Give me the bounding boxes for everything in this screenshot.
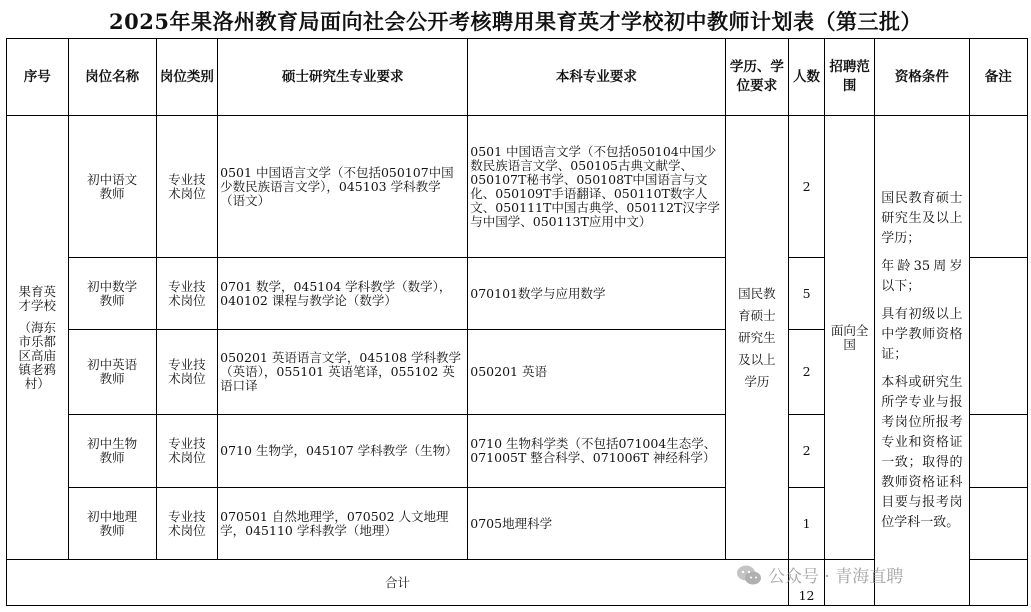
master-major: 0710 生物学，045107 学科教学（生物） xyxy=(218,415,468,488)
position-category: 专业技术岗位 xyxy=(156,330,218,415)
master-major: 050201 英语语言文学，045108 学科教学（英语），055101 英语笔译，055102 英语口译 xyxy=(218,330,468,415)
position-count: 2 xyxy=(789,116,825,258)
header-bachelor-major: 本科专业要求 xyxy=(468,39,725,116)
position-name: 初中英语教师 xyxy=(68,330,156,415)
master-major: 070501 自然地理学，070502 人文地理学，045110 学科教学（地理） xyxy=(218,488,468,560)
header-education: 学历、学位要求 xyxy=(725,39,789,116)
bachelor-major: 050201 英语 xyxy=(468,330,725,415)
header-row xyxy=(7,39,1028,116)
recruitment-plan-table xyxy=(6,38,1028,606)
watermark xyxy=(736,562,903,587)
qualification-item: 年龄35周岁以下； xyxy=(881,258,963,294)
header-position-category: 岗位类别 xyxy=(156,39,218,116)
school-location: （海东市乐都区高庙镇老鸦村） xyxy=(18,319,56,391)
position-name: 初中数学教师 xyxy=(68,258,156,330)
page-title: 2025年果洛州教育局面向社会公开考核聘用果育英才学校初中教师计划表（第三批） xyxy=(109,9,922,34)
position-category: 专业技术岗位 xyxy=(156,415,218,488)
position-count: 2 xyxy=(789,415,825,488)
header-position-name: 岗位名称 xyxy=(68,39,156,116)
position-name: 初中语文教师 xyxy=(68,116,156,258)
master-major: 0501 中国语言文学（不包括050107中国少数民族语言文学），045103 学科教学（语文） xyxy=(218,116,468,258)
school-name: 果育英才学校 xyxy=(18,283,56,313)
total-label: 合计 xyxy=(7,560,789,606)
header-recruit-scope: 招聘范围 xyxy=(824,39,874,116)
total-remarks-cell xyxy=(969,560,1028,606)
bachelor-major: 070101数学与应用数学 xyxy=(468,258,725,330)
wechat-icon xyxy=(736,564,762,586)
header-qualifications: 资格条件 xyxy=(875,39,969,116)
total-count: 12 xyxy=(789,560,825,606)
remarks-cell xyxy=(969,415,1028,488)
remarks-cell xyxy=(969,488,1028,560)
watermark-text: 公众号 · 青海直聘 xyxy=(768,567,904,587)
position-count: 1 xyxy=(789,488,825,560)
school-cell xyxy=(7,116,69,560)
header-count: 人数 xyxy=(789,39,825,116)
recruit-scope: 面向全国 xyxy=(824,116,874,560)
header-remarks: 备注 xyxy=(969,39,1028,116)
qualification-item: 本科或研究生所学专业与报考岗位所报考专业和资格证一致；取得的教师资格证科目要与报考岗位学科一致。 xyxy=(881,374,963,530)
position-count: 2 xyxy=(789,330,825,415)
header-master-major: 硕士研究生专业要求 xyxy=(218,39,468,116)
header-seq: 序号 xyxy=(7,39,69,116)
remarks-cell xyxy=(969,258,1028,415)
qualifications-cell xyxy=(875,116,969,606)
position-name: 初中生物教师 xyxy=(68,415,156,488)
bachelor-major: 0501 中国语言文学（不包括050104中国少数民族语言文学、050105古典文献学、050107T秘书学、050108T中国语言与文化、050109T手语翻译、050110T数字人文、050111T中国古典学、050112T汉字学与中国学、050113T应用中文） xyxy=(468,116,725,258)
qualification-item: 国民教育硕士研究生及以上学历； xyxy=(881,190,963,246)
position-count: 5 xyxy=(789,258,825,330)
position-category: 专业技术岗位 xyxy=(156,116,218,258)
position-name: 初中地理教师 xyxy=(68,488,156,560)
master-major: 0701 数学，045104 学科教学（数学），040102 课程与教学论（数学） xyxy=(218,258,468,330)
bachelor-major: 0705地理科学 xyxy=(468,488,725,560)
position-category: 专业技术岗位 xyxy=(156,258,218,330)
education-requirement: 国民教育硕士研究生及以上学历 xyxy=(725,116,789,560)
qualification-item: 具有初级以上中学教师资格证； xyxy=(881,306,963,362)
table-row xyxy=(7,116,1028,258)
position-category: 专业技术岗位 xyxy=(156,488,218,560)
remarks-cell xyxy=(969,116,1028,258)
bachelor-major: 0710 生物科学类（不包括071004生态学、071005T 整合科学、071006T 神经科学） xyxy=(468,415,725,488)
